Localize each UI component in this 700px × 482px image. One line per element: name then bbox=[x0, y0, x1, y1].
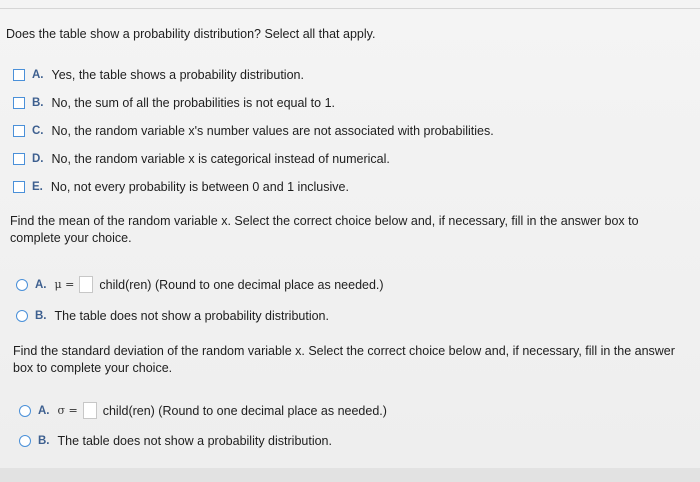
checkbox[interactable] bbox=[13, 181, 25, 193]
q2-option-a[interactable] bbox=[16, 276, 384, 293]
q3-option-b[interactable] bbox=[19, 434, 332, 448]
checkbox[interactable] bbox=[13, 153, 25, 165]
option-letter: A. bbox=[35, 278, 47, 291]
option-text: No, the random variable x is categorical instead of numerical. bbox=[51, 152, 390, 166]
option-text: No, not every probability is between 0 and 1 inclusive. bbox=[50, 180, 349, 194]
sd-answer-input[interactable] bbox=[83, 402, 97, 419]
radio-button[interactable] bbox=[19, 435, 31, 447]
option-letter: D. bbox=[32, 153, 44, 165]
option-letter: E. bbox=[32, 181, 43, 193]
option-letter: B. bbox=[35, 310, 47, 322]
option-letter: C. bbox=[32, 125, 44, 137]
question-2-prompt: Find the mean of the random variable x. Select the correct choice below and, if necessary, fill in the answer box to complete your choice. bbox=[10, 214, 639, 245]
q1-option-d[interactable] bbox=[13, 152, 390, 166]
q3-option-a[interactable] bbox=[19, 402, 387, 419]
question-1-prompt: Does the table show a probability distribution? Select all that apply. bbox=[6, 27, 376, 41]
bottom-strip bbox=[0, 468, 700, 482]
option-text: The table does not show a probability distribution. bbox=[54, 309, 329, 323]
option-text: child(ren) (Round to one decimal place as needed.) bbox=[99, 277, 384, 292]
checkbox[interactable] bbox=[13, 97, 25, 109]
mean-answer-input[interactable] bbox=[79, 276, 93, 293]
option-letter: B. bbox=[38, 435, 50, 447]
q1-option-b[interactable] bbox=[13, 96, 335, 110]
option-text: The table does not show a probability distribution. bbox=[57, 434, 332, 448]
question-3-prompt: Find the standard deviation of the random variable x. Select the correct choice below and, if necessary, fill in the answer box to complete your choice. bbox=[13, 344, 675, 375]
divider bbox=[0, 8, 700, 9]
checkbox[interactable] bbox=[13, 125, 25, 137]
option-letter: B. bbox=[32, 97, 44, 109]
radio-button[interactable] bbox=[19, 405, 31, 417]
radio-button[interactable] bbox=[16, 279, 28, 291]
option-text: No, the sum of all the probabilities is not equal to 1. bbox=[51, 96, 335, 110]
mean-symbol: μ = bbox=[54, 278, 75, 291]
q1-option-c[interactable] bbox=[13, 124, 494, 138]
q1-option-e[interactable] bbox=[13, 180, 349, 194]
radio-button[interactable] bbox=[16, 310, 28, 322]
option-text: Yes, the table shows a probability distribution. bbox=[51, 68, 304, 82]
q2-option-b[interactable] bbox=[16, 309, 329, 323]
option-text: No, the random variable x's number values are not associated with probabilities. bbox=[51, 124, 494, 138]
option-letter: A. bbox=[32, 69, 44, 81]
option-letter: A. bbox=[38, 404, 50, 417]
option-text: child(ren) (Round to one decimal place as needed.) bbox=[102, 403, 387, 418]
checkbox[interactable] bbox=[13, 69, 25, 81]
sigma-symbol: σ = bbox=[57, 404, 78, 417]
q1-option-a[interactable] bbox=[13, 68, 304, 82]
